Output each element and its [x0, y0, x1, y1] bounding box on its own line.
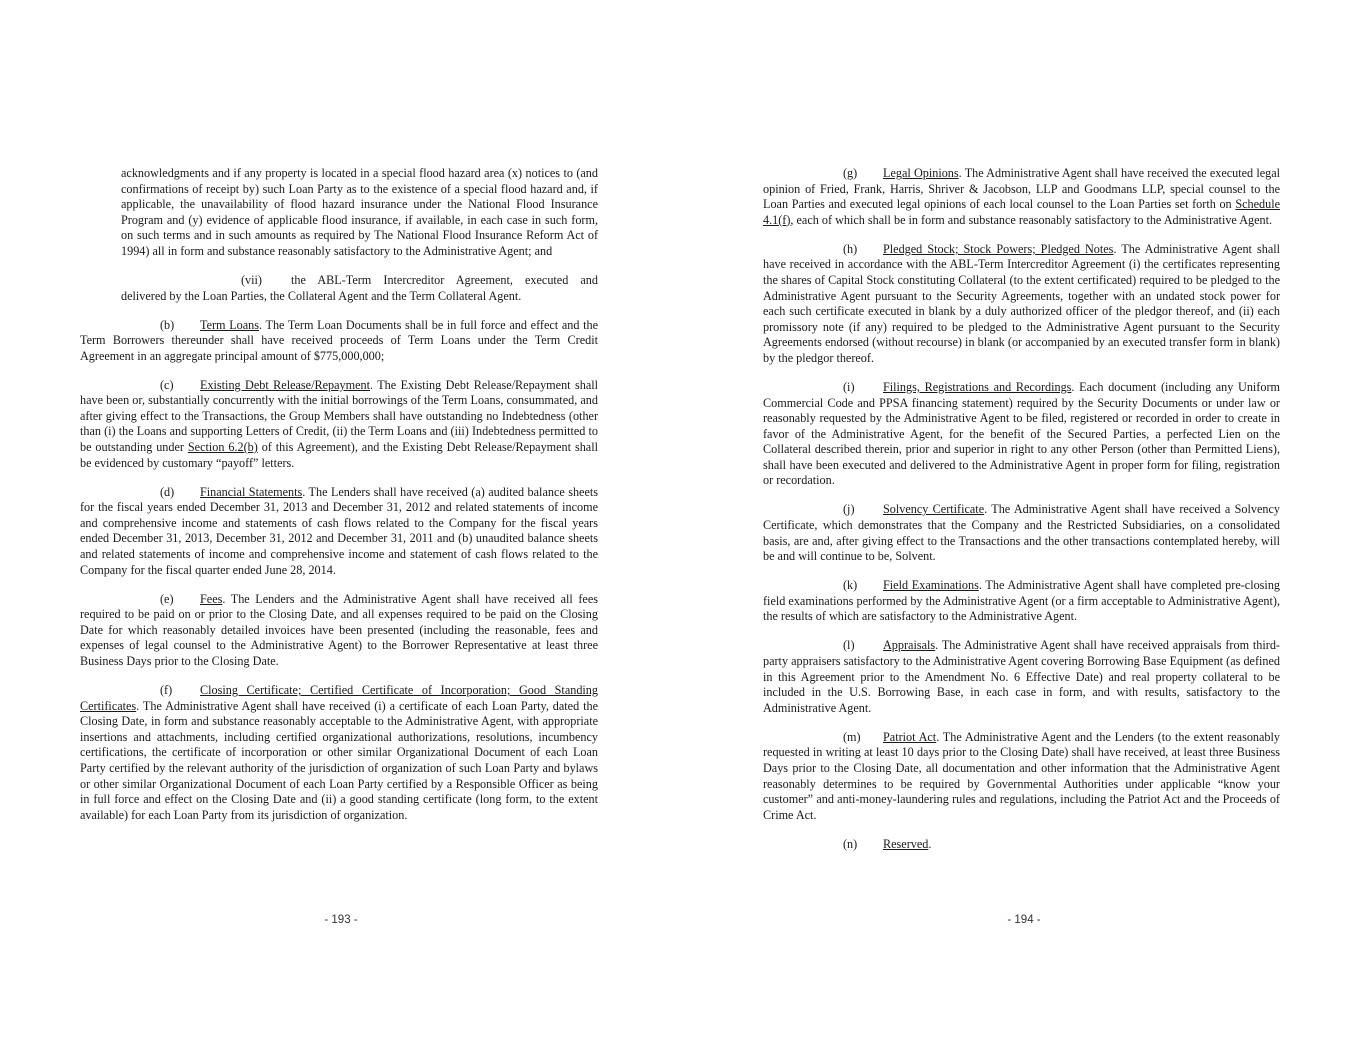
clause-h-number: (h) — [843, 241, 858, 256]
clause-n-text: . — [928, 836, 932, 851]
clause-h-heading: Pledged Stock; Stock Powers; Pledged Notes — [883, 241, 1114, 256]
clause-j-text: . The Administrative Agent shall have received a Solvency Certificate, which demonstrates that the Company and the Restricted Subsidiaries, on a consolidated basis, are and, after giving effect to the Transactions and the other transactions contemplated hereby, will be and will continue to be, Solvent. — [763, 502, 1280, 564]
clause-m-number: (m) — [843, 729, 861, 744]
clause-l-number: (l) — [843, 638, 855, 653]
clause-c — [80, 378, 598, 472]
clause-m-text: . The Administrative Agent and the Lenders (to the extent reasonably requested in writing at least 10 days prior to the Closing Date) shall have received, at least three Business Days prior to the Closing Date, all documentation and other information that the Administrative Agent reasonably determines to be required by Governmental Authorities under applicable “know your customer” and anti-money-laundering rules and regulations, including the Patriot Act and the Proceeds of Crime Act. — [763, 729, 1281, 822]
clause-h-text: . The Administrative Agent shall have received in accordance with the ABL-Term Intercreditor Agreement (i) the certificates representing the shares of Capital Stock constituting Collateral (to the extent certificated) required to be pledged to the Administrative Agent pursuant to the Security Agreements, together with an undated stock power for each such certificate executed in blank by a duly authorized officer of the pledgor thereof, and (ii) each promissory note (if any) required to be pledged to the Administrative Agent pursuant to the Security Agreements endorsed (without recourse) in blank (or accompanied by an executed transfer form in blank) by the pledgor thereof. — [763, 241, 1281, 365]
clause-f — [80, 683, 598, 823]
clause-b-heading: Term Loans — [200, 317, 260, 332]
clause-c-text-2: of this Agreement), and the Existing Debt Release/Repayment shall be evidenced by customary “payoff” letters. — [80, 440, 598, 470]
clause-k-text: . The Administrative Agent shall have completed pre-closing field examinations performed by the Administrative Agent (or a firm acceptable to Administrative Agent), the results of which are satisfactory to the Administrative Agent. — [763, 578, 1281, 624]
clause-b — [80, 318, 598, 365]
page-number-194: - 194 - — [1007, 914, 1041, 926]
clause-k-number: (k) — [843, 578, 858, 593]
clause-d-heading: Financial Statements — [200, 484, 303, 499]
clause-h — [763, 242, 1280, 367]
page-193 — [0, 0, 682, 1055]
clause-e-text: . The Lenders and the Administrative Agent shall have received all fees required to be paid on or prior to the Closing Date, and all expenses required to be paid on the Closing Date for which reasonably detailed invoices have been presented (including the reasonable, fees and expenses of legal counsel to the Administrative Agent) to the Borrower Representative at least three Business Days prior to the Closing Date. — [80, 591, 598, 668]
clause-i-heading: Filings, Registrations and Recordings — [883, 379, 1072, 394]
clause-j-number: (j) — [843, 502, 855, 517]
clause-k-heading: Field Examinations — [883, 578, 979, 593]
clause-vi-text: acknowledgments and if any property is located in a special flood hazard area (x) notices to (and confirmations of receipt by) such Loan Party as to the existence of a special flood hazard and, if applicable, the unavailability of flood hazard insurance under the National Flood Insurance Program and (y) evidence of applicable flood insurance, if available, in each case in such form, on such terms and in such amounts as required by The National Flood Insurance Reform Act of 1994) all in form and substance reasonably satisfactory to the Administrative Agent; and — [121, 166, 598, 258]
clause-c-section-reference: Section 6.2(b) — [187, 440, 258, 455]
clause-d-number: (d) — [160, 484, 175, 499]
page-193-body — [80, 166, 598, 837]
clause-b-text: . The Term Loan Documents shall be in full force and effect and the Term Borrowers thereunder shall have received proceeds of Term Loans under the Term Credit Agreement in an aggregate principal amount of $775,000,000; — [80, 317, 599, 363]
clause-g-text-2: , each of which shall be in form and substance reasonably satisfactory to the Administrative Agent. — [790, 212, 1273, 227]
clause-g — [763, 166, 1280, 228]
clause-n — [763, 837, 1280, 853]
clause-n-number: (n) — [843, 836, 858, 851]
clause-g-schedule-reference: Schedule 4.1(f) — [763, 197, 1280, 227]
clause-vii-number: (vii) — [241, 272, 262, 287]
clause-d-text: . The Lenders shall have received (a) audited balance sheets for the fiscal years ended December 31, 2013 and December 31, 2012 and related statements of income and comprehensive income and statements of cash flows related to the Company for the fiscal years ended December 31, 2013, December 31, 2012 and December 31, 2011 and (b) unaudited balance sheets and related statements of income and comprehensive income and statement of cash flows related to the Company for the fiscal quarter ended June 28, 2014. — [80, 484, 598, 577]
clause-m-heading: Patriot Act — [883, 729, 937, 744]
clause-g-heading: Legal Opinions — [883, 166, 959, 180]
clause-vi-continuation — [80, 166, 598, 260]
clause-g-text-1: . The Administrative Agent shall have received the executed legal opinion of Fried, Frank, Harris, Shriver & Jacobson, LLP and Goodmans LLP, special counsel to the Loan Parties and executed legal opinions of each local counsel to the Loan Parties set forth on — [763, 166, 1281, 212]
clause-f-heading: Closing Certificate; Certified Certificate of Incorporation; Good Standing Certificates — [80, 682, 598, 713]
clause-f-number: (f) — [160, 682, 173, 697]
page-194-body — [763, 166, 1280, 866]
clause-c-text-1: . The Existing Debt Release/Repayment shall have been or, substantially concurrently with the initial borrowings of the Term Loans, consummated, and after giving effect to the Transactions, the Group Members shall have outstanding no Indebtedness (other than (i) the Loans and supporting Letters of Credit, (ii) the Term Loans and (iii) Indebtedness permitted to be outstanding under — [80, 377, 598, 455]
clause-b-number: (b) — [160, 317, 175, 332]
clause-e-heading: Fees — [200, 591, 223, 606]
clause-c-heading: Existing Debt Release/Repayment — [200, 377, 370, 392]
clause-e — [80, 592, 598, 670]
clause-vii — [80, 273, 598, 304]
clause-c-number: (c) — [160, 377, 174, 392]
clause-l-text: . The Administrative Agent shall have received appraisals from third-party appraisers satisfactory to the Administrative Agent covering Borrowing Base Equipment (as defined in this Agreement prior to the Amendment No. 6 Effective Date) and real property collateral to be included in the U.S. Borrowing Base, in each case in form, and with results, satisfactory to the Administrative Agent. — [763, 638, 1280, 715]
clause-g-number: (g) — [843, 166, 858, 180]
clause-j-heading: Solvency Certificate — [883, 502, 985, 517]
clause-i — [763, 380, 1280, 489]
clause-i-text: . Each document (including any Uniform Commercial Code and PPSA financing statement) required by the Security Documents or under law or reasonably requested by the Administrative Agent to be filed, registered or recorded in order to create in favor of the Administrative Agent, for the benefit of the Secured Parties, a perfected Lien on the Collateral described therein, prior and superior in right to any other Person (other than Permitted Liens), shall have been executed and delivered to the Administrative Agent in proper form for filing, registration or recordation. — [763, 379, 1280, 488]
clause-l-heading: Appraisals — [883, 638, 936, 653]
clause-i-number: (i) — [843, 379, 855, 394]
clause-m — [763, 730, 1280, 824]
page-194 — [683, 0, 1365, 1055]
clause-n-heading: Reserved — [883, 836, 929, 851]
page-number-193: - 193 - — [324, 914, 358, 926]
clause-j — [763, 502, 1280, 564]
clause-f-text: . The Administrative Agent shall have received (i) a certificate of each Loan Party, dated the Closing Date, in form and substance reasonably acceptable to the Administrative Agent, with appropriate insertions and attachments, including certified organizational authorizations, resolutions, incumbency certifications, the certificate of incorporation or other similar Organizational Document of each Loan Party certified by the relevant authority of the jurisdiction of organization of such Loan Party and bylaws or other similar Organizational Document of each Loan Party certified by a Responsible Officer as being in full force and effect on the Closing Date and (ii) a good standing certificate (long form, to the extent available) for each Loan Party from its jurisdiction of organization. — [80, 698, 598, 822]
clause-l — [763, 638, 1280, 716]
clause-k — [763, 578, 1280, 625]
clause-e-number: (e) — [160, 591, 174, 606]
clause-d — [80, 485, 598, 579]
clause-vii-text: the ABL-Term Intercreditor Agreement, executed and delivered by the Loan Parties, the Collateral Agent and the Term Collateral Agent. — [121, 272, 598, 303]
